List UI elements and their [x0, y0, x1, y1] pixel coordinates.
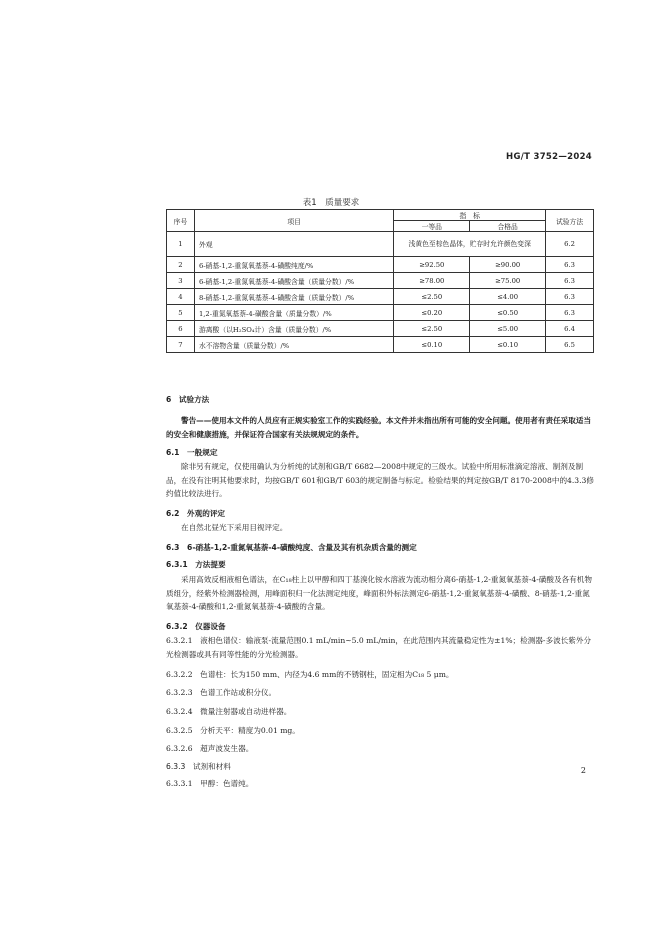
cell-qualified: ≥75.00 — [470, 273, 546, 289]
cell-qualified: ≤0.10 — [470, 337, 546, 353]
cell-method: 6.4 — [546, 321, 594, 337]
header-no: 序号 — [167, 210, 195, 232]
table-row — [167, 337, 594, 353]
section-6-3-2-5-paragraph: 6.3.2.5 分析天平：精度为0.01 mg。 — [166, 726, 300, 735]
cell-item: 6-硝基-1,2-重氮氧基萘-4-磺酸纯度/% — [194, 257, 393, 273]
cell-qualified: ≤4.00 — [470, 289, 546, 305]
cell-no: 3 — [167, 273, 195, 289]
cell-qualified: ≤0.50 — [470, 305, 546, 321]
cell-grade1: ≤0.20 — [394, 305, 470, 321]
cell-method: 6.3 — [546, 273, 594, 289]
cell-qualified: ≤5.00 — [470, 321, 546, 337]
section-6-3-3-1-paragraph: 6.3.3.1 甲醇：色谱纯。 — [166, 779, 254, 788]
section-6-3-heading: 6.3 6-硝基-1,2-重氮氧基萘-4-磺酸纯度、含量及其有机杂质含量的测定 — [166, 543, 417, 552]
cell-grade1: ≤0.10 — [394, 337, 470, 353]
cell-item: 水不溶物含量（质量分数）/% — [194, 337, 393, 353]
section-6-2-paragraph: 在自然北昼光下采用目视评定。 — [181, 523, 288, 532]
cell-method: 6.5 — [546, 337, 594, 353]
cell-grade1: ≥92.50 — [394, 257, 470, 273]
section-6-heading: 6 试验方法 — [166, 395, 210, 404]
table-row — [167, 289, 594, 305]
cell-no: 5 — [167, 305, 195, 321]
page-number: 2 — [580, 766, 586, 775]
cell-no: 1 — [167, 232, 195, 257]
header-method: 试验方法 — [546, 210, 594, 232]
table-title: 表1 质量要求 — [302, 198, 360, 208]
section-6-2-heading: 6.2 外观的评定 — [166, 509, 226, 518]
header-qualified: 合格品 — [470, 221, 546, 232]
section-6-3-2-6-paragraph: 6.3.2.6 超声波发生器。 — [166, 744, 254, 753]
table-row — [167, 257, 594, 273]
cell-item: 1,2-重氮氧基萘-4-磺酸含量（质量分数）/% — [194, 305, 393, 321]
section-6-1-paragraph: 除非另有规定，仅使用确认为分析纯的试剂和GB/T 6682—2008中规定的三级水。试验中所用标准滴定溶液、制剂及制品，在没有注明其他要求时，均按GB/T 601和GB/T 603的规定制备与标定。检验结果的判定按GB/T 8170-2008中的4.3.3修约值比较法进行。 — [166, 462, 594, 498]
section-6-3-2-heading: 6.3.2 仪器设备 — [166, 622, 226, 631]
quality-requirements-table — [166, 209, 594, 353]
cell-item: 外观 — [194, 232, 393, 257]
section-6-3-2-4-paragraph: 6.3.2.4 微量注射器或自动进样器。 — [166, 707, 292, 716]
header-index: 指 标 — [394, 210, 546, 221]
cell-method: 6.3 — [546, 257, 594, 273]
cell-method: 6.3 — [546, 289, 594, 305]
section-6-3-2-3-paragraph: 6.3.2.3 色谱工作站或积分仪。 — [166, 688, 277, 697]
header-item: 项目 — [194, 210, 393, 232]
section-6-1-heading: 6.1 一般规定 — [166, 448, 218, 457]
table-row — [167, 305, 594, 321]
table-row — [167, 273, 594, 289]
section-6-3-2-2-paragraph: 6.3.2.2 色谱柱：长为150 mm、内径为4.6 mm的不锈钢柱，固定相为C₁₈ 5 μm。 — [166, 670, 454, 679]
section-6-3-1-paragraph: 采用高效反相液相色谱法，在C₁₈柱上以甲醇和四丁基溴化铵水溶液为流动相分离6-硝基-1,2-重氮氧基萘-4-磺酸及各有机物质组分，经紫外检测器检测，用峰面积归一化法测定纯度，峰面积外标法测定6-硝基-1,2-重氮氧基萘-4-磺酸、8-硝基-1,2-重氮氧基萘-4-磺酸和1,2-重氮氧基萘-4-磺酸的含量。 — [166, 575, 592, 611]
section-6-3-3-heading: 6.3.3 试剂和材料 — [166, 762, 231, 771]
cell-no: 6 — [167, 321, 195, 337]
cell-item: 8-硝基-1,2-重氮氧基萘-4-磺酸含量（质量分数）/% — [194, 289, 393, 305]
cell-grade1: ≥78.00 — [394, 273, 470, 289]
cell-qualified: ≥90.00 — [470, 257, 546, 273]
cell-merged-index: 浅黄色至棕色晶体，贮存时允许颜色变深 — [394, 232, 546, 257]
warning-paragraph: 警告——使用本文件的人员应有正规实验室工作的实践经验。本文件并未指出所有可能的安全问题。使用者有责任采取适当的安全和健康措施，并保证符合国家有关法规规定的条件。 — [166, 416, 592, 439]
cell-no: 4 — [167, 289, 195, 305]
table-row — [167, 321, 594, 337]
cell-item: 6-硝基-1,2-重氮氧基萘-4-磺酸含量（质量分数）/% — [194, 273, 393, 289]
table-row — [167, 232, 594, 257]
cell-grade1: ≤2.50 — [394, 321, 470, 337]
cell-no: 2 — [167, 257, 195, 273]
cell-method: 6.2 — [546, 232, 594, 257]
section-6-3-2-1-paragraph: 6.3.2.1 液相色谱仪：输液泵-流量范围0.1 mL/min~5.0 mL/min，在此范围内其流量稳定性为±1%；检测器-多波长紫外分光检测器或具有同等性能的分光检测器。 — [166, 636, 592, 659]
cell-no: 7 — [167, 337, 195, 353]
standard-code: HG/T 3752—2024 — [506, 152, 592, 162]
cell-grade1: ≤2.50 — [394, 289, 470, 305]
header-grade1: 一等品 — [394, 221, 470, 232]
cell-item: 游离酸（以H₂SO₄计）含量（质量分数）/% — [194, 321, 393, 337]
section-6-3-1-heading: 6.3.1 方法提要 — [166, 560, 226, 569]
cell-method: 6.3 — [546, 305, 594, 321]
